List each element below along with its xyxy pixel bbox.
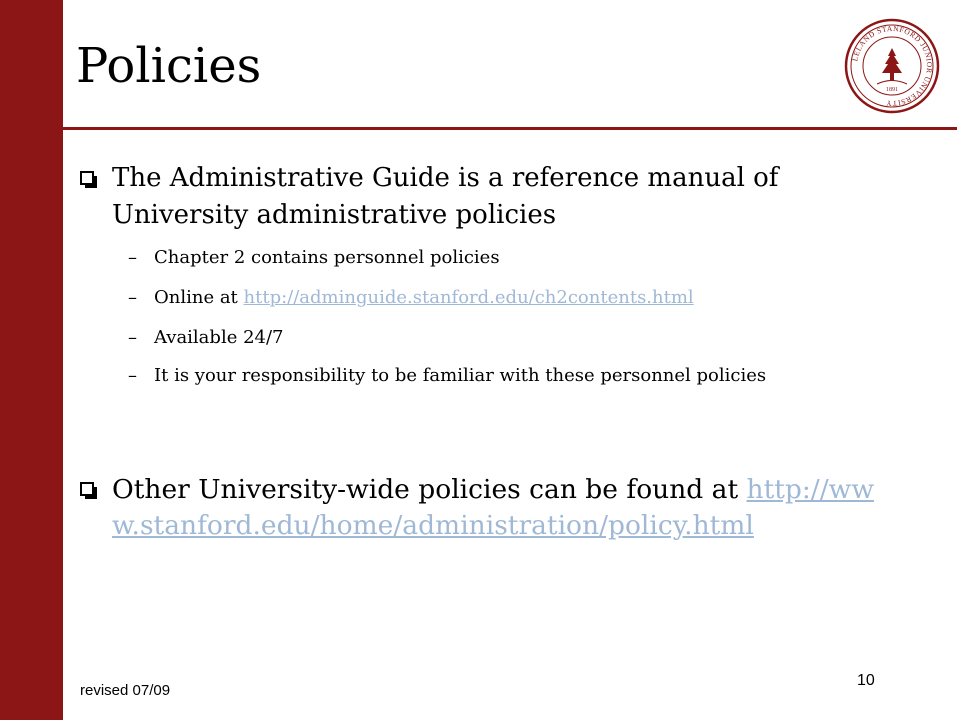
seal-year: 1891 xyxy=(886,87,898,93)
subitem-responsibility xyxy=(128,362,848,390)
dash-marker: – xyxy=(128,287,137,308)
bullet-text xyxy=(112,472,880,544)
subitem-text: Chapter 2 contains personnel policies xyxy=(154,247,500,268)
university-seal-icon xyxy=(844,18,940,114)
square-bullet-icon xyxy=(80,171,94,185)
policy-link[interactable]: http://www.stanford.edu/home/administration/policy.html xyxy=(112,474,875,541)
subitem-text: It is your responsibility to be familiar with these personnel policies xyxy=(154,365,767,386)
seal-ring-text: LELAND STANFORD JUNIOR UNIVERSITY xyxy=(850,23,935,109)
subitem-text: Available 24/7 xyxy=(154,327,284,348)
revision-note: revised 07/09 xyxy=(80,682,171,699)
bullet-prefix: Other University-wide policies can be found at xyxy=(112,474,747,505)
adminguide-link[interactable]: http://adminguide.stanford.edu/ch2contents.html xyxy=(243,287,694,308)
dash-marker: – xyxy=(128,327,137,348)
title-divider xyxy=(63,127,957,130)
dash-marker: – xyxy=(128,365,137,386)
page-number: 10 xyxy=(857,672,875,689)
subitem-available xyxy=(128,324,848,352)
bullet-text: The Administrative Guide is a reference manual of University administrative policies xyxy=(112,163,779,230)
bullet-administrative-guide xyxy=(80,160,860,234)
slide-title: Policies xyxy=(76,38,262,94)
left-accent-bar xyxy=(0,0,63,720)
bullet-university-wide-policies xyxy=(80,472,880,544)
subitem-chapter-2 xyxy=(128,244,848,272)
subitem-text xyxy=(154,284,848,312)
subitem-online-at xyxy=(128,284,848,312)
square-bullet-icon xyxy=(80,482,94,496)
dash-marker: – xyxy=(128,247,137,268)
subitem-prefix: Online at xyxy=(154,287,244,308)
